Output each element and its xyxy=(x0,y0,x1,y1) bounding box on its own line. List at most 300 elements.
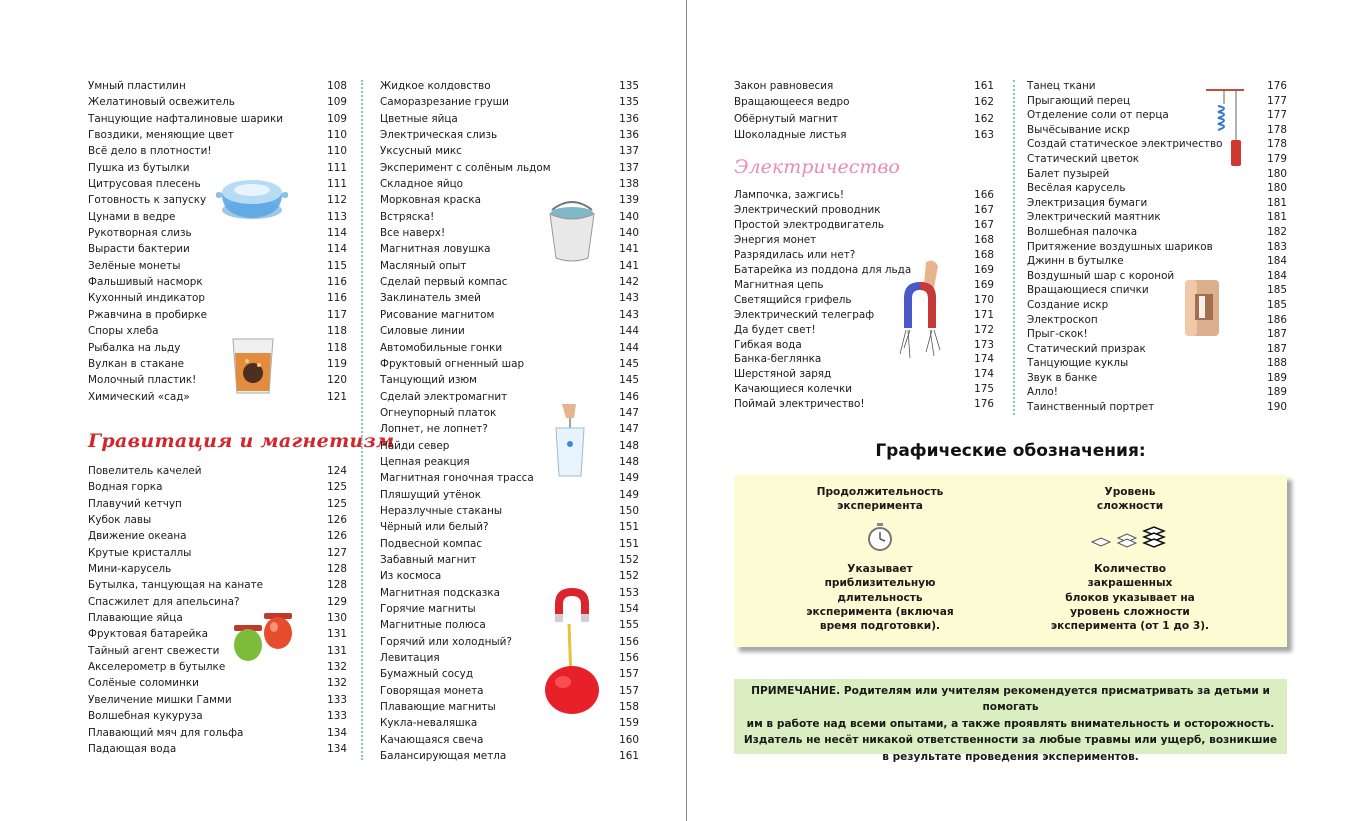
toc-entry-title: Рисование магнитом xyxy=(380,308,495,321)
toc-entry xyxy=(88,594,347,610)
toc-entry-title: Электрический проводник xyxy=(734,203,881,216)
toc-entry xyxy=(734,382,994,397)
toc-entry-title: Таинственный портрет xyxy=(1027,401,1155,414)
legend-duration-head-2: эксперимента xyxy=(837,500,923,513)
toc-entry-page: 113 xyxy=(327,210,347,223)
toc-entry-page: 176 xyxy=(1267,80,1287,92)
toc-entry-title: Фруктовая батарейка xyxy=(88,628,208,641)
toc-entry-page: 159 xyxy=(619,717,639,730)
toc-entry xyxy=(88,626,347,642)
legend-difficulty xyxy=(1030,485,1230,634)
toc-entry xyxy=(88,274,347,290)
toc-entry xyxy=(1027,269,1287,284)
toc-entry xyxy=(380,323,639,339)
toc-entry-title: Плавающие яйца xyxy=(88,612,183,625)
toc-entry-title: Подвесной компас xyxy=(380,537,483,550)
volcano-glass-illustration xyxy=(229,335,277,395)
toc-entry-page: 135 xyxy=(619,80,639,92)
toc-entry-title: Споры хлеба xyxy=(88,325,159,338)
toc-entry-title: Шоколадные листья xyxy=(734,128,847,141)
toc-entry-title: Банка-беглянка xyxy=(734,353,822,366)
toc-entry xyxy=(88,143,347,159)
toc-entry xyxy=(380,274,639,290)
toc-entry-page: 181 xyxy=(1267,211,1287,224)
legend-duration-desc-2: приблизительную xyxy=(824,577,936,590)
toc-entry xyxy=(734,293,994,308)
toc-entry-title: Неразлучные стаканы xyxy=(380,504,503,517)
toc-entry-page: 186 xyxy=(1267,313,1287,326)
toc-entry-title: Кубок лавы xyxy=(88,514,152,527)
toc-entry-page: 114 xyxy=(327,243,347,256)
toc-entry-page: 143 xyxy=(619,292,639,305)
toc-entry-title: Электрический маятник xyxy=(1027,211,1161,224)
toc-entry-page: 187 xyxy=(1267,342,1287,355)
can-illustration xyxy=(1181,276,1223,338)
toc-entry-title: Готовность к запуску xyxy=(88,194,207,207)
toc-entry-page: 111 xyxy=(327,161,347,174)
toc-entry-title: Движение океана xyxy=(88,530,187,543)
toc-entry-title: Цитрусовая плесень xyxy=(88,178,201,191)
toc-entry-title: Из космоса xyxy=(380,570,442,583)
note-line-4: в результате проведения экспериментов. xyxy=(882,750,1139,763)
toc-entry xyxy=(1027,313,1287,328)
toc-entry xyxy=(380,519,639,535)
toc-entry-page: 176 xyxy=(974,398,994,411)
toc-entry xyxy=(380,536,639,552)
toc-entry-page: 173 xyxy=(974,338,994,351)
stopwatch-icon xyxy=(865,522,895,552)
toc-entry-title: Звук в банке xyxy=(1027,371,1098,384)
toc-entry xyxy=(1027,210,1287,225)
toc-entry xyxy=(380,487,639,503)
toc-entry xyxy=(380,78,639,94)
toc-entry-page: 178 xyxy=(1267,123,1287,136)
toc-entry xyxy=(380,503,639,519)
toc-entry-page: 144 xyxy=(619,341,639,354)
toc-entry-page: 180 xyxy=(1267,167,1287,180)
toc-entry-page: 155 xyxy=(619,619,639,632)
toc-entry-page: 109 xyxy=(327,96,347,109)
toc-entry-page: 128 xyxy=(327,563,347,576)
legend-difficulty-desc-2: закрашенных xyxy=(1087,577,1173,590)
toc-entry-page: 157 xyxy=(619,684,639,697)
legend-title: Графические обозначения: xyxy=(875,441,1146,461)
toc-entry-page: 180 xyxy=(1267,182,1287,195)
toc-entry-page: 187 xyxy=(1267,328,1287,341)
toc-entry xyxy=(734,78,994,94)
toc-entry-page: 126 xyxy=(327,530,347,543)
toc-entry xyxy=(88,692,347,708)
toc-entry-title: Танцующие нафталиновые шарики xyxy=(88,112,283,125)
toc-entry-page: 141 xyxy=(619,259,639,272)
toc-entry-page: 138 xyxy=(619,178,639,191)
toc-entry-title: Увеличение мишки Гамми xyxy=(88,693,232,706)
toc-entry xyxy=(734,218,994,233)
toc-entry xyxy=(734,263,994,278)
toc-entry-page: 139 xyxy=(619,194,639,207)
toc-entry-page: 110 xyxy=(327,145,347,158)
toc-entry xyxy=(380,225,639,241)
toc-entry xyxy=(88,323,347,339)
toc-entry-page: 167 xyxy=(974,203,994,216)
toc-entry xyxy=(1027,400,1287,415)
toc-entry xyxy=(1027,108,1287,123)
toc-entry-title: Закон равновесия xyxy=(734,80,834,92)
toc-entry-page: 167 xyxy=(974,218,994,231)
toc-entry-title: Плавучий кетчуп xyxy=(88,497,182,510)
slime-dish-illustration xyxy=(216,170,288,222)
toc-entry-title: Вулкан в стакане xyxy=(88,357,185,370)
toc-entry-title: Гвоздики, меняющие цвет xyxy=(88,129,234,142)
note-line-2: им в работе над всеми опытами, а также проявлять внимательность и осторожность. xyxy=(746,717,1275,730)
toc-entry xyxy=(88,78,347,94)
toc-entry xyxy=(380,389,639,405)
toc-entry-title: Качающаяся свеча xyxy=(380,733,484,746)
toc-entry-page: 169 xyxy=(974,263,994,276)
toc-entry-page: 142 xyxy=(619,276,639,289)
pendulum-spring-illustration xyxy=(1204,84,1248,170)
toc-entry-page: 134 xyxy=(327,742,347,755)
toc-entry-page: 177 xyxy=(1267,94,1287,107)
toc-entry xyxy=(88,340,347,356)
toc-entry-page: 116 xyxy=(327,292,347,305)
fruit-jars-illustration xyxy=(230,611,296,663)
toc-entry xyxy=(1027,298,1287,313)
toc-entry-title: Эксперимент с солёным льдом xyxy=(380,161,551,174)
toc-entry-title: Гибкая вода xyxy=(734,338,802,351)
toc-entry-page: 179 xyxy=(1267,152,1287,165)
toc-entry-page: 130 xyxy=(327,612,347,625)
toc-column-1 xyxy=(88,78,347,405)
toc-entry-title: Горячий или холодный? xyxy=(380,635,512,648)
legend-difficulty-head-1: Уровень xyxy=(1104,486,1156,498)
toc-entry xyxy=(734,233,994,248)
toc-entry-title: Балансирующая метла xyxy=(380,750,507,763)
toc-entry xyxy=(380,94,639,110)
toc-entry xyxy=(734,188,994,203)
toc-entry xyxy=(380,307,639,323)
toc-entry-page: 158 xyxy=(619,701,639,714)
toc-entry-page: 147 xyxy=(619,406,639,419)
toc-entry-page: 156 xyxy=(619,635,639,648)
toc-entry xyxy=(734,308,994,323)
toc-entry-page: 181 xyxy=(1267,196,1287,209)
toc-entry xyxy=(380,209,639,225)
toc-entry-page: 172 xyxy=(974,323,994,336)
toc-entry xyxy=(88,225,347,241)
toc-entry-title: Кухонный индикатор xyxy=(88,292,206,305)
toc-entry-page: 121 xyxy=(327,390,347,403)
toc-entry-title: Сделай электромагнит xyxy=(380,390,508,403)
toc-entry-title: Создай статическое электричество xyxy=(1027,138,1223,151)
toc-entry xyxy=(88,659,347,675)
toc-entry-title: Чёрный или белый? xyxy=(380,521,489,534)
toc-entry-page: 135 xyxy=(619,96,639,109)
horseshoe-magnet-illustration xyxy=(890,258,950,362)
toc-entry xyxy=(380,192,639,208)
toc-entry-page: 136 xyxy=(619,129,639,142)
toc-entry-title: Фруктовый огненный шар xyxy=(380,357,525,370)
toc-entry-title: Рыбалка на льду xyxy=(88,341,181,354)
toc-entry xyxy=(88,127,347,143)
toc-entry-page: 117 xyxy=(327,308,347,321)
toc-entry-page: 166 xyxy=(974,189,994,201)
toc-entry-title: Масляный опыт xyxy=(380,259,467,272)
toc-entry xyxy=(1027,225,1287,240)
toc-entry-page: 177 xyxy=(1267,109,1287,122)
toc-entry-page: 134 xyxy=(327,726,347,739)
toc-entry-page: 116 xyxy=(327,276,347,289)
note-line-1: ПРИМЕЧАНИЕ. Родителям или учителям рекомендуется присматривать за детьми и помогать xyxy=(751,685,1270,714)
toc-entry-title: Притяжение воздушных шариков xyxy=(1027,240,1213,253)
toc-entry-page: 189 xyxy=(1267,386,1287,399)
toc-entry-page: 141 xyxy=(619,243,639,256)
toc-entry xyxy=(734,94,994,110)
toc-entry-page: 151 xyxy=(619,537,639,550)
toc-entry xyxy=(88,479,347,495)
legend-difficulty-head-2: сложности xyxy=(1096,500,1164,513)
toc-entry-page: 118 xyxy=(327,341,347,354)
toc-entry-page: 125 xyxy=(327,481,347,494)
toc-entry-title: Бумажный сосуд xyxy=(380,668,474,681)
toc-entry-page: 132 xyxy=(327,677,347,690)
toc-entry xyxy=(88,512,347,528)
toc-entry-title: Светящийся грифель xyxy=(734,293,852,306)
column-separator xyxy=(361,80,363,760)
toc-entry-page: 148 xyxy=(619,439,639,452)
toc-entry-page: 161 xyxy=(619,750,639,763)
toc-entry xyxy=(88,610,347,626)
toc-entry-title: Жидкое колдовство xyxy=(380,80,491,92)
toc-entry-title: Электрический телеграф xyxy=(734,308,875,321)
toc-entry-page: 170 xyxy=(974,293,994,306)
toc-entry-page: 124 xyxy=(327,465,347,477)
toc-entry xyxy=(380,470,639,486)
book-spine xyxy=(686,0,687,821)
toc-entry-page: 162 xyxy=(974,96,994,109)
toc-entry-title: Батарейка из поддона для льда xyxy=(734,263,912,276)
toc-entry xyxy=(88,463,347,479)
toc-entry-title: Прыгающий перец xyxy=(1027,94,1131,107)
toc-entry-page: 190 xyxy=(1267,401,1287,414)
toc-entry-title: Воздушный шар с короной xyxy=(1027,269,1175,282)
toc-entry-title: Отделение соли от перца xyxy=(1027,109,1169,122)
toc-entry-title: Энергия монет xyxy=(734,233,817,246)
toc-entry xyxy=(1027,94,1287,109)
toc-entry-title: Фальшивый насморк xyxy=(88,276,203,289)
toc-entry-title: Цветные яйца xyxy=(380,112,458,125)
section-title-gravity: Гравитация и магнетизм xyxy=(88,430,395,452)
toc-entry-page: 189 xyxy=(1267,371,1287,384)
toc-entry xyxy=(88,307,347,323)
toc-entry xyxy=(88,741,347,757)
toc-entry xyxy=(1027,152,1287,167)
toc-entry-page: 125 xyxy=(327,497,347,510)
toc-entry-title: Химический «сад» xyxy=(88,390,190,403)
toc-entry-page: 112 xyxy=(327,194,347,207)
toc-entry xyxy=(1027,240,1287,255)
toc-entry-title: Тайный агент свежести xyxy=(88,644,220,657)
toc-entry-page: 183 xyxy=(1267,240,1287,253)
toc-entry xyxy=(88,577,347,593)
toc-entry-page: 168 xyxy=(974,248,994,261)
toc-entry-page: 182 xyxy=(1267,225,1287,238)
toc-entry xyxy=(380,568,639,584)
toc-entry xyxy=(734,278,994,293)
legend-duration-desc-5: время подготовки). xyxy=(819,620,941,633)
toc-entry-page: 171 xyxy=(974,308,994,321)
toc-entry-page: 110 xyxy=(327,129,347,142)
toc-entry-page: 136 xyxy=(619,112,639,125)
toc-entry-page: 115 xyxy=(327,259,347,272)
toc-entry-page: 146 xyxy=(619,390,639,403)
toc-entry-page: 140 xyxy=(619,210,639,223)
toc-entry xyxy=(380,552,639,568)
toc-entry-title: Обёрнутый магнит xyxy=(734,112,839,125)
parental-note xyxy=(734,679,1287,763)
note-line-3: Издатель не несёт никакой ответственности за любые травмы или ущерб, возникшие xyxy=(743,734,1278,747)
toc-entry-title: Заклинатель змей xyxy=(380,292,481,305)
toc-entry-page: 156 xyxy=(619,652,639,665)
toc-entry-page: 108 xyxy=(327,80,347,92)
toc-entry xyxy=(88,258,347,274)
toc-entry-title: Вычёсывание искр xyxy=(1027,123,1130,136)
toc-entry xyxy=(88,372,347,388)
toc-entry xyxy=(88,545,347,561)
toc-entry xyxy=(1027,327,1287,342)
toc-entry xyxy=(1027,356,1287,371)
toc-entry-page: 114 xyxy=(327,227,347,240)
toc-entry-title: Забавный магнит xyxy=(380,553,477,566)
toc-entry-title: Плавающие магниты xyxy=(380,701,496,714)
toc-entry-page: 109 xyxy=(327,112,347,125)
toc-entry-title: Крутые кристаллы xyxy=(88,546,192,559)
magnet-ball-illustration xyxy=(541,584,603,720)
toc-entry xyxy=(88,94,347,110)
toc-entry-title: Мини-карусель xyxy=(88,563,172,576)
toc-entry-page: 128 xyxy=(327,579,347,592)
toc-entry xyxy=(1027,196,1287,211)
toc-entry-title: Встряска! xyxy=(380,210,435,223)
toc-entry-page: 162 xyxy=(974,112,994,125)
toc-entry-page: 185 xyxy=(1267,298,1287,311)
toc-column-1b xyxy=(88,463,347,757)
toc-entry xyxy=(734,352,994,367)
toc-entry xyxy=(380,438,639,454)
toc-entry-title: Огнеупорный платок xyxy=(380,406,497,419)
toc-entry-title: Пляшущий утёнок xyxy=(380,488,481,501)
toc-entry xyxy=(1027,137,1287,152)
toc-entry xyxy=(734,203,994,218)
toc-entry-title: Морковная краска xyxy=(380,194,481,207)
legend-duration-desc-4: эксперимента (включая xyxy=(806,606,954,619)
toc-entry-title: Кукла-неваляшка xyxy=(380,717,478,730)
toc-entry-page: 131 xyxy=(327,644,347,657)
toc-entry-title: Волшебная кукуруза xyxy=(88,710,203,723)
toc-entry-page: 154 xyxy=(619,603,639,615)
toc-entry-title: Вращающиеся спички xyxy=(1027,284,1149,297)
toc-entry-title: Вращающееся ведро xyxy=(734,96,850,109)
toc-entry-title: Цунами в ведре xyxy=(88,210,176,223)
toc-entry-page: 188 xyxy=(1267,357,1287,370)
toc-entry-title: Левитация xyxy=(380,652,440,665)
toc-entry-title: Балет пузырей xyxy=(1027,167,1110,180)
toc-entry xyxy=(734,127,994,143)
toc-entry-page: 157 xyxy=(619,668,639,681)
legend-duration-desc-1: Указывает xyxy=(847,562,913,575)
toc-entry-page: 168 xyxy=(974,233,994,246)
toc-entry xyxy=(380,111,639,127)
toc-entry-title: Складное яйцо xyxy=(380,178,464,191)
toc-entry-title: Говорящая монета xyxy=(380,684,484,697)
toc-entry-title: Разрядилась или нет? xyxy=(734,248,856,261)
toc-entry-page: 137 xyxy=(619,145,639,158)
toc-column-4 xyxy=(1027,79,1287,415)
toc-entry-page: 145 xyxy=(619,357,639,370)
toc-entry xyxy=(734,323,994,338)
toc-entry xyxy=(380,340,639,356)
toc-entry-page: 120 xyxy=(327,374,347,387)
toc-entry-page: 143 xyxy=(619,308,639,321)
toc-entry-title: Вырасти бактерии xyxy=(88,243,190,256)
toc-entry xyxy=(380,241,639,257)
toc-entry-title: Волшебная палочка xyxy=(1027,225,1138,238)
toc-entry xyxy=(88,290,347,306)
toc-entry xyxy=(380,405,639,421)
toc-entry-page: 148 xyxy=(619,455,639,468)
toc-entry-title: Автомобильные гонки xyxy=(380,341,503,354)
legend-box xyxy=(734,475,1287,647)
toc-entry xyxy=(1027,181,1287,196)
toc-entry xyxy=(380,143,639,159)
toc-entry-title: Цепная реакция xyxy=(380,455,470,468)
toc-entry-page: 150 xyxy=(619,504,639,517)
toc-entry-page: 129 xyxy=(327,595,347,608)
toc-entry-page: 111 xyxy=(327,178,347,191)
toc-entry-title: Поймай электричество! xyxy=(734,398,865,411)
toc-entry-title: Саморазрезание груши xyxy=(380,96,509,109)
toc-entry-title: Все наверх! xyxy=(380,227,446,240)
toc-entry-title: Зелёные монеты xyxy=(88,259,181,272)
toc-entry-page: 175 xyxy=(974,383,994,396)
toc-entry-title: Найди север xyxy=(380,439,450,452)
toc-entry-page: 151 xyxy=(619,521,639,534)
toc-entry xyxy=(1027,254,1287,269)
toc-entry xyxy=(380,372,639,388)
toc-entry-page: 126 xyxy=(327,514,347,527)
toc-entry-title: Водная горка xyxy=(88,481,163,494)
difficulty-blocks-icon xyxy=(1090,524,1170,550)
toc-entry-title: Джинн в бутылке xyxy=(1027,255,1124,268)
toc-entry-page: 131 xyxy=(327,628,347,641)
toc-entry-title: Танцующий изюм xyxy=(380,374,477,387)
toc-entry-title: Лампочка, зажгись! xyxy=(734,189,845,201)
toc-entry xyxy=(380,732,639,748)
toc-entry-title: Электризация бумаги xyxy=(1027,196,1148,209)
toc-entry-title: Сделай первый компас xyxy=(380,276,508,289)
toc-entry xyxy=(88,528,347,544)
toc-entry-title: Магнитная цепь xyxy=(734,278,824,291)
toc-entry-title: Пушка из бутылки xyxy=(88,161,190,174)
toc-entry-title: Рукотворная слизь xyxy=(88,227,192,240)
toc-entry xyxy=(88,241,347,257)
toc-entry-page: 133 xyxy=(327,710,347,723)
toc-entry-page: 132 xyxy=(327,661,347,674)
hand-glass-illustration xyxy=(552,402,588,478)
toc-entry xyxy=(88,643,347,659)
toc-entry-page: 152 xyxy=(619,553,639,566)
toc-entry xyxy=(734,111,994,127)
